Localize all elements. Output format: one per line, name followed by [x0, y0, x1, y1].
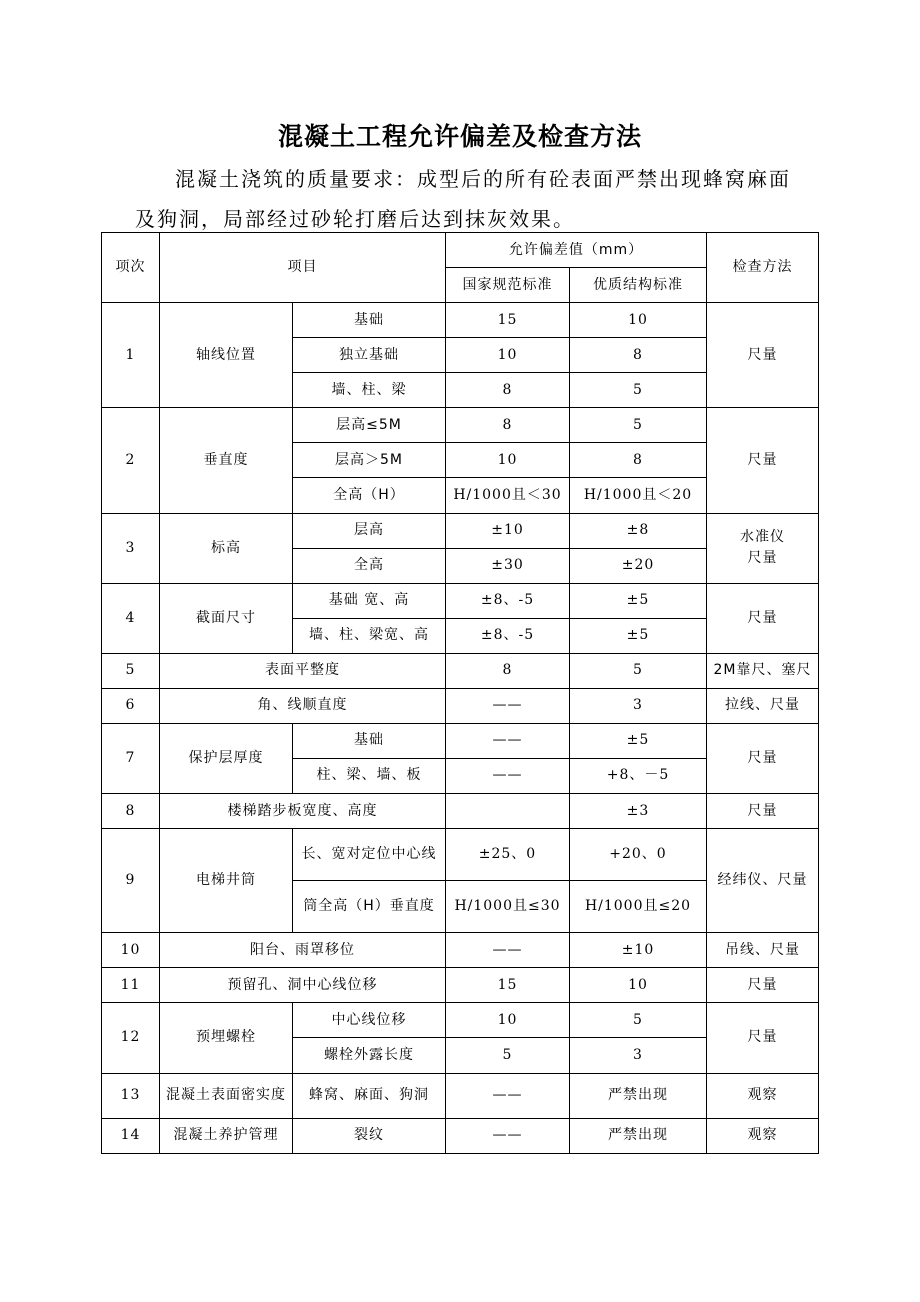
- table-row: [102, 583, 819, 618]
- row-subitem: 柱、梁、墙、板: [293, 758, 446, 793]
- table-row: [102, 303, 819, 338]
- row-index: 3: [102, 513, 160, 583]
- row-subitem: 独立基础: [293, 338, 446, 373]
- row-subitem: 全高: [293, 548, 446, 583]
- row-method: 水准仪 尺量: [707, 513, 819, 583]
- table-row: [102, 688, 819, 723]
- row-national-value: 10: [446, 338, 570, 373]
- row-subitem: 筒全高（H）垂直度: [293, 881, 446, 933]
- row-method: 拉线、尺量: [707, 688, 819, 723]
- row-quality-value: 严禁出现: [570, 1073, 707, 1118]
- row-quality-value: 8: [570, 338, 707, 373]
- row-national-value: 15: [446, 303, 570, 338]
- row-subitem: 层高: [293, 513, 446, 548]
- row-item: 楼梯踏步板宽度、高度: [160, 794, 446, 829]
- row-subitem: 长、宽对定位中心线: [293, 829, 446, 881]
- row-item: 混凝土表面密实度: [160, 1073, 293, 1118]
- row-index: 8: [102, 794, 160, 829]
- row-quality-value: 3: [570, 1038, 707, 1073]
- row-subitem: 基础: [293, 303, 446, 338]
- row-subitem: 墙、柱、梁: [293, 373, 446, 408]
- row-quality-value: H/1000且≤20: [570, 881, 707, 933]
- row-index: 7: [102, 723, 160, 793]
- table-row: [102, 408, 819, 443]
- row-quality-value: 5: [570, 1003, 707, 1038]
- row-national-value: ——: [446, 758, 570, 793]
- row-item: 预留孔、洞中心线位移: [160, 968, 446, 1003]
- row-subitem: 层高≤5M: [293, 408, 446, 443]
- row-quality-value: ±8: [570, 513, 707, 548]
- row-national-value: ±25、0: [446, 829, 570, 881]
- row-quality-value: 5: [570, 408, 707, 443]
- tolerance-table-body: [102, 233, 819, 1154]
- row-subitem: 层高＞5M: [293, 443, 446, 478]
- row-method: 尺量: [707, 794, 819, 829]
- row-item: 保护层厚度: [160, 723, 293, 793]
- row-item: 轴线位置: [160, 303, 293, 408]
- row-quality-value: 严禁出现: [570, 1118, 707, 1153]
- row-quality-value: ±5: [570, 583, 707, 618]
- row-national-value: ±30: [446, 548, 570, 583]
- header-index: 项次: [102, 233, 160, 303]
- row-quality-value: 10: [570, 968, 707, 1003]
- row-national-value: 8: [446, 408, 570, 443]
- row-method: 尺量: [707, 408, 819, 513]
- header-item: 项目: [160, 233, 446, 303]
- row-item: 标高: [160, 513, 293, 583]
- row-index: 4: [102, 583, 160, 653]
- row-quality-value: ±5: [570, 723, 707, 758]
- row-national-value: 10: [446, 443, 570, 478]
- header-national: 国家规范标准: [446, 268, 570, 303]
- row-method: 2M靠尺、塞尺: [707, 653, 819, 688]
- table-row: [102, 794, 819, 829]
- row-method: 尺量: [707, 583, 819, 653]
- row-method: 尺量: [707, 1003, 819, 1073]
- row-national-value: 10: [446, 1003, 570, 1038]
- row-quality-value: ±3: [570, 794, 707, 829]
- row-index: 12: [102, 1003, 160, 1073]
- row-method: 尺量: [707, 303, 819, 408]
- row-index: 14: [102, 1118, 160, 1153]
- page-title: 混凝土工程允许偏差及检查方法: [277, 122, 642, 151]
- row-quality-value: 10: [570, 303, 707, 338]
- row-national-value: H/1000且≤30: [446, 881, 570, 933]
- row-national-value: 15: [446, 968, 570, 1003]
- row-national-value: [446, 794, 570, 829]
- header-method: 检查方法: [707, 233, 819, 303]
- row-item: 混凝土养护管理: [160, 1118, 293, 1153]
- row-national-value: ——: [446, 688, 570, 723]
- row-subitem: 全高（H）: [293, 478, 446, 513]
- row-subitem: 墙、柱、梁宽、高: [293, 618, 446, 653]
- row-national-value: ——: [446, 1073, 570, 1118]
- row-item: 表面平整度: [160, 653, 446, 688]
- row-subitem: 基础 宽、高: [293, 583, 446, 618]
- row-quality-value: ±10: [570, 933, 707, 968]
- table-row: [102, 1118, 819, 1153]
- row-item: 垂直度: [160, 408, 293, 513]
- row-method: 经纬仪、尺量: [707, 829, 819, 933]
- row-national-value: ——: [446, 723, 570, 758]
- row-index: 5: [102, 653, 160, 688]
- row-item: 角、线顺直度: [160, 688, 446, 723]
- row-item: 电梯井筒: [160, 829, 293, 933]
- row-subitem: 螺栓外露长度: [293, 1038, 446, 1073]
- table-row: [102, 829, 819, 881]
- row-index: 13: [102, 1073, 160, 1118]
- row-national-value: 8: [446, 653, 570, 688]
- row-national-value: H/1000且＜30: [446, 478, 570, 513]
- row-index: 6: [102, 688, 160, 723]
- table-row: [102, 723, 819, 758]
- row-subitem: 蜂窝、麻面、狗洞: [293, 1073, 446, 1118]
- row-method: 观察: [707, 1118, 819, 1153]
- table-row: [102, 653, 819, 688]
- row-national-value: ——: [446, 1118, 570, 1153]
- tolerance-table: [101, 232, 819, 1154]
- row-item: 预埋螺栓: [160, 1003, 293, 1073]
- row-index: 11: [102, 968, 160, 1003]
- row-quality-value: 5: [570, 653, 707, 688]
- table-row: [102, 1073, 819, 1118]
- row-national-value: ±10: [446, 513, 570, 548]
- header-quality: 优质结构标准: [570, 268, 707, 303]
- table-row: [102, 933, 819, 968]
- row-quality-value: 8: [570, 443, 707, 478]
- row-national-value: ——: [446, 933, 570, 968]
- row-item: 截面尺寸: [160, 583, 293, 653]
- row-index: 1: [102, 303, 160, 408]
- row-quality-value: 5: [570, 373, 707, 408]
- intro-line-1: 混凝土浇筑的质量要求：成型后的所有砼表面严禁出现蜂窝麻面: [175, 167, 791, 191]
- row-national-value: ±8、-5: [446, 583, 570, 618]
- table-row: [102, 968, 819, 1003]
- row-method: 吊线、尺量: [707, 933, 819, 968]
- intro-line-2: 及狗洞，局部经过砂轮打磨后达到抹灰效果。: [135, 207, 575, 231]
- row-index: 9: [102, 829, 160, 933]
- row-quality-value: +20、0: [570, 829, 707, 881]
- row-quality-value: ±5: [570, 618, 707, 653]
- row-quality-value: H/1000且＜20: [570, 478, 707, 513]
- row-national-value: ±8、-5: [446, 618, 570, 653]
- table-row: [102, 1003, 819, 1038]
- header-tolerance: 允许偏差值（mm）: [446, 233, 707, 268]
- row-method: 尺量: [707, 723, 819, 793]
- row-subitem: 中心线位移: [293, 1003, 446, 1038]
- row-subitem: 基础: [293, 723, 446, 758]
- header-row: [102, 233, 819, 268]
- row-quality-value: ±20: [570, 548, 707, 583]
- table-row: [102, 513, 819, 548]
- row-subitem: 裂纹: [293, 1118, 446, 1153]
- row-national-value: 5: [446, 1038, 570, 1073]
- row-index: 10: [102, 933, 160, 968]
- row-quality-value: +8、－5: [570, 758, 707, 793]
- row-item: 阳台、雨罩移位: [160, 933, 446, 968]
- row-index: 2: [102, 408, 160, 513]
- row-method: 观察: [707, 1073, 819, 1118]
- row-method: 尺量: [707, 968, 819, 1003]
- row-national-value: 8: [446, 373, 570, 408]
- row-quality-value: 3: [570, 688, 707, 723]
